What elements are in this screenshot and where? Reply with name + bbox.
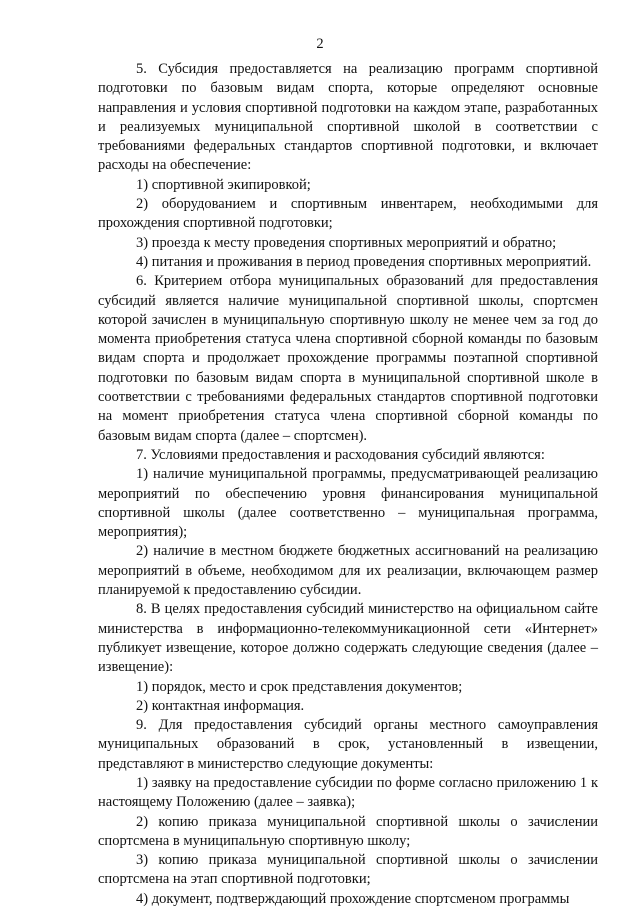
- document-body: [98, 60, 598, 909]
- list-item-4: 4) питания и проживания в период проведения спортивных мероприятий.: [136, 253, 592, 270]
- list-item-2: 2) контактная информация.: [136, 697, 305, 714]
- paragraph-7: 7. Условиями предоставления и расходования субсидий являются:: [136, 446, 545, 463]
- page-number: 2: [316, 36, 324, 52]
- list-item-3: 3) копию приказа муниципальной спортивной школы о зачислении спортсмена на этап спортивной подготовки;: [98, 852, 598, 888]
- paragraph-5: 5. Субсидия предоставляется на реализацию программ спортивной подготовки по базовым видам спорта, которые определяют основные направления и условия спортивной подготовки на каждом этапе, разработанных и реализуемых муниципальной спортивной школой в соответствии с требованиями федеральных стандартов спортивной подготовки, и включает расходы на обеспечение:: [98, 61, 598, 174]
- list-item-1: 1) заявку на предоставление субсидии по форме согласно приложению 1 к настоящему Положению (далее – заявка);: [98, 774, 598, 811]
- paragraph-6: 6. Критерием отбора муниципальных образований для предоставления субсидий является наличие муниципальной спортивной школы, спортсмен которой зачислен в муниципальную спортивную школу не менее чем за год до момента приобретения статуса члена спортивной сборной команды по базовым видам спорта и продолжает прохождение программы поэтапной спортивной подготовки по базовым видам спорта в муниципальной спортивной школе в соответствии с требованиями федеральных стандартов спортивной подготовки на момент приобретения статуса члена спортивной сборной команды по базовым видам спорта (далее – спортсмен).: [98, 273, 598, 444]
- paragraph-8: 8. В целях предоставления субсидий министерство на официальном сайте министерства в информационно-телекоммуникационной сети «Интернет» публикует извещение, которое должно содержать следующие сведения (далее – извещение):: [98, 601, 598, 676]
- list-item-2: 2) оборудованием и спортивным инвентарем, необходимыми для прохождения спортивной подготовки;: [98, 196, 598, 232]
- list-item-1: 1) наличие муниципальной программы, предусматривающей реализацию мероприятий по обеспечению уровня финансирования муниципальной спортивной школы (далее соответственно – муниципальная программа, мероприятия);: [98, 466, 598, 541]
- list-item-4: 4) документ, подтверждающий прохождение спортсменом программы: [136, 890, 570, 907]
- list-item-2: 2) копию приказа муниципальной спортивной школы о зачислении спортсмена в муниципальную спортивную школу;: [98, 813, 598, 849]
- list-item-2: 2) наличие в местном бюджете бюджетных ассигнований на реализацию мероприятий в объеме, необходимом для их реализации, включающем размер планируемой к предоставлению субсидии.: [98, 543, 598, 599]
- list-item-3: 3) проезда к месту проведения спортивных мероприятий и обратно;: [136, 234, 557, 251]
- list-item-1: 1) порядок, место и срок представления документов;: [136, 678, 463, 695]
- list-item-1: 1) спортивной экипировкой;: [136, 176, 311, 193]
- paragraph-9: 9. Для предоставления субсидий органы местного самоуправления муниципальных образований в срок, установленный в извещении, представляют в министерство следующие документы:: [98, 717, 598, 772]
